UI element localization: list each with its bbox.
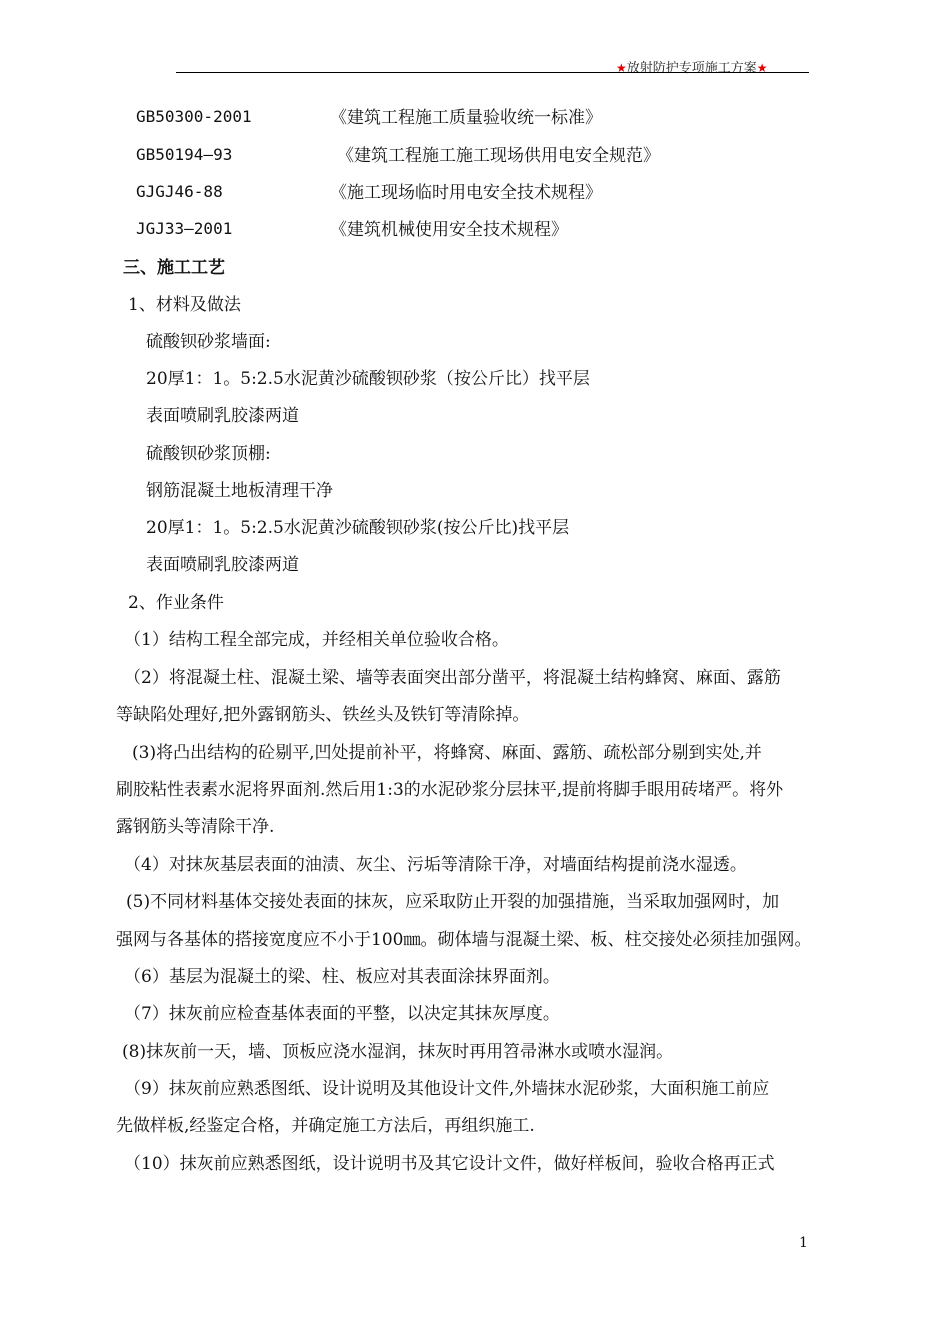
body-line: （1）结构工程全部完成，并经相关单位验收合格。 — [124, 630, 509, 650]
standard-title: 《施工现场临时用电安全技术规程》 — [330, 183, 602, 203]
body-line: 表面喷刷乳胶漆两道 — [146, 555, 299, 575]
body-line: （2）将混凝土柱、混凝土梁、墙等表面突出部分凿平，将混凝土结构蜂窝、麻面、露筋 — [124, 668, 781, 688]
section-heading: 三、施工工艺 — [123, 258, 225, 278]
body-line: 硫酸钡砂浆墙面: — [146, 332, 271, 352]
page-number: 1 — [799, 1235, 808, 1251]
body-line: （9）抹灰前应熟悉图纸、设计说明及其他设计文件,外墙抹水泥砂浆，大面积施工前应 — [124, 1079, 770, 1099]
body-line: 表面喷刷乳胶漆两道 — [146, 406, 299, 426]
body-line: 强网与各基体的搭接宽度应不小于100㎜。砌体墙与混凝土梁、板、柱交接处必须挂加强网。 — [116, 930, 812, 950]
body-line: 钢筋混凝土地板清理干净 — [146, 481, 333, 501]
body-line: （6）基层为混凝土的梁、柱、板应对其表面涂抹界面剂。 — [124, 967, 560, 987]
standard-title: 《建筑工程施工施工现场供用电安全规范》 — [337, 146, 660, 166]
body-line: （4）对抹灰基层表面的油渍、灰尘、污垢等清除干净，对墙面结构提前浇水湿透。 — [124, 855, 747, 875]
subsection-heading: 2、作业条件 — [128, 593, 224, 613]
star-icon: ★ — [616, 61, 627, 75]
body-line: （10）抹灰前应熟悉图纸，设计说明书及其它设计文件，做好样板间，验收合格再正式 — [124, 1154, 775, 1174]
standard-code: GB50300-2001 — [136, 107, 252, 126]
body-line: (3)将凸出结构的砼剔平,凹处提前补平，将蜂窝、麻面、露筋、疏松部分剔到实处,并 — [132, 743, 762, 763]
standard-title: 《建筑机械使用安全技术规程》 — [330, 220, 568, 240]
running-header — [616, 57, 768, 76]
standard-code: JGJ33—2001 — [136, 219, 233, 238]
body-line: (5)不同材料基体交接处表面的抹灰，应采取防止开裂的加强措施，当采取加强网时，加 — [126, 892, 780, 912]
header-title: 放射防护专项施工方案 — [626, 61, 757, 76]
body-line: 20厚1：1。5:2.5水泥黄沙硫酸钡砂浆(按公斤比)找平层 — [146, 518, 570, 538]
body-line: 先做样板,经鉴定合格，并确定施工方法后，再组织施工. — [116, 1116, 535, 1136]
standard-code: GJGJ46-88 — [136, 182, 223, 201]
standard-title: 《建筑工程施工质量验收统一标准》 — [330, 108, 602, 128]
header-rule — [176, 72, 809, 73]
body-line: 20厚1：1。5:2.5水泥黄沙硫酸钡砂浆（按公斤比）找平层 — [146, 369, 590, 389]
star-icon: ★ — [756, 61, 768, 75]
body-line: 露钢筋头等清除干净. — [116, 817, 275, 837]
body-line: 刷胶粘性表素水泥将界面剂.然后用1:3的水泥砂浆分层抹平,提前将脚手眼用砖堵严。将外 — [116, 780, 784, 800]
body-line: 硫酸钡砂浆顶棚: — [146, 444, 271, 464]
standard-code: GB50194—93 — [136, 145, 233, 164]
body-line: 等缺陷处理好,把外露钢筋头、铁丝头及铁钉等清除掉。 — [116, 705, 530, 725]
subsection-heading: 1、材料及做法 — [128, 295, 241, 315]
body-line: （7）抹灰前应检查基体表面的平整，以决定其抹灰厚度。 — [124, 1004, 560, 1024]
body-line: (8)抹灰前一天，墙、顶板应浇水湿润，抹灰时再用笤帚淋水或喷水湿润。 — [122, 1042, 674, 1062]
